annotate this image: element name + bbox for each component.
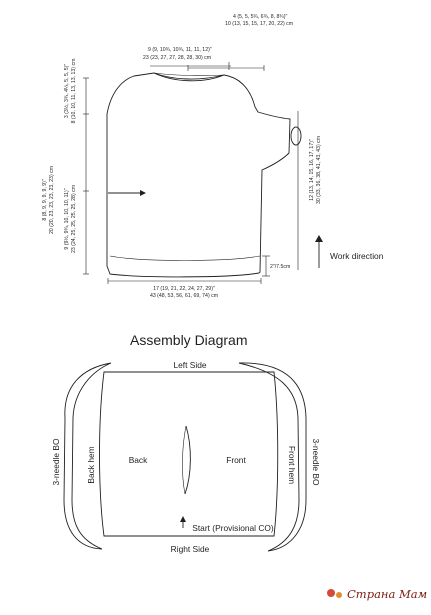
- panel-outline: [100, 372, 278, 536]
- watermark-text: Страна Мам: [347, 587, 428, 601]
- three-needle-bo-left: 3-needle BO: [51, 438, 61, 486]
- hem-dim: 2"/7.5cm: [270, 264, 291, 270]
- left-side-label: Left Side: [173, 360, 207, 370]
- right-dim-a2: 30 (33, 36, 38, 41, 43, 43) cm: [316, 135, 322, 205]
- arrow-up-icon: [180, 516, 186, 522]
- left-dim-b1: 3 (3½, 3¾, 4¼, 5, 5, 5)": [64, 63, 70, 119]
- left-dim-c2: 23 (24, 25, 25, 25, 25, 28) cm: [71, 184, 77, 254]
- top-dim-b2: 23 (23, 27, 27, 28, 28, 30) cm: [143, 55, 212, 61]
- logo-dot-1: [327, 589, 335, 597]
- top-dim-a1: 4 (5, 5, 5¾, 6¾, 8, 8¾)": [233, 14, 288, 20]
- three-needle-bo-right: 3-needle BO: [311, 438, 321, 486]
- left-dim-a2: 20 (20, 23, 23, 23, 23, 23) cm: [49, 165, 55, 235]
- sweater-schematic: [42, 14, 384, 299]
- left-dim-a1: 8 (8, 9, 9, 9, 9, 9)": [42, 179, 48, 221]
- back-label: Back: [128, 455, 148, 465]
- bottom-dim-2: 43 (48, 53, 56, 61, 69, 74) cm: [149, 293, 219, 299]
- sleeve-cuff: [291, 127, 301, 145]
- arrowhead-icon: [140, 190, 146, 196]
- front-label: Front: [226, 455, 246, 465]
- assembly-diagram: [51, 332, 321, 554]
- work-direction-label: Work direction: [330, 251, 384, 261]
- hem-line: [110, 256, 260, 261]
- sweater-body-outline: [107, 73, 290, 277]
- top-dim-b1: 9 (9, 10¾, 10¾, 11, 11, 12)": [148, 47, 212, 53]
- right-dim-a1: 12 (13, 14, 15, 16, 17, 17)": [309, 139, 315, 201]
- left-dim-b2: 8 (10, 10, 11, 13, 13, 13) cm: [71, 58, 77, 124]
- neckline-back: [154, 73, 224, 76]
- back-hem-label: Back hem: [86, 446, 96, 484]
- center-neck-opening: [185, 426, 190, 494]
- center-neck-inner: [182, 426, 186, 494]
- top-dim-a2: 10 (13, 15, 15, 17, 20, 22) cm: [225, 21, 294, 27]
- left-dim-c1: 9 (9½, 9¾, 10, 10, 10, 11)": [64, 188, 70, 250]
- front-hem-label: Front hem: [287, 445, 297, 485]
- start-label: Start (Provisional CO): [192, 523, 274, 533]
- logo-dot-2: [336, 592, 342, 598]
- right-side-label: Right Side: [170, 544, 210, 554]
- site-watermark: [327, 587, 427, 601]
- assembly-title: Assembly Diagram: [130, 332, 248, 348]
- arrow-up-icon: [315, 235, 323, 242]
- bottom-dim-1: 17 (19, 21, 22, 24, 27, 29)": [153, 286, 215, 292]
